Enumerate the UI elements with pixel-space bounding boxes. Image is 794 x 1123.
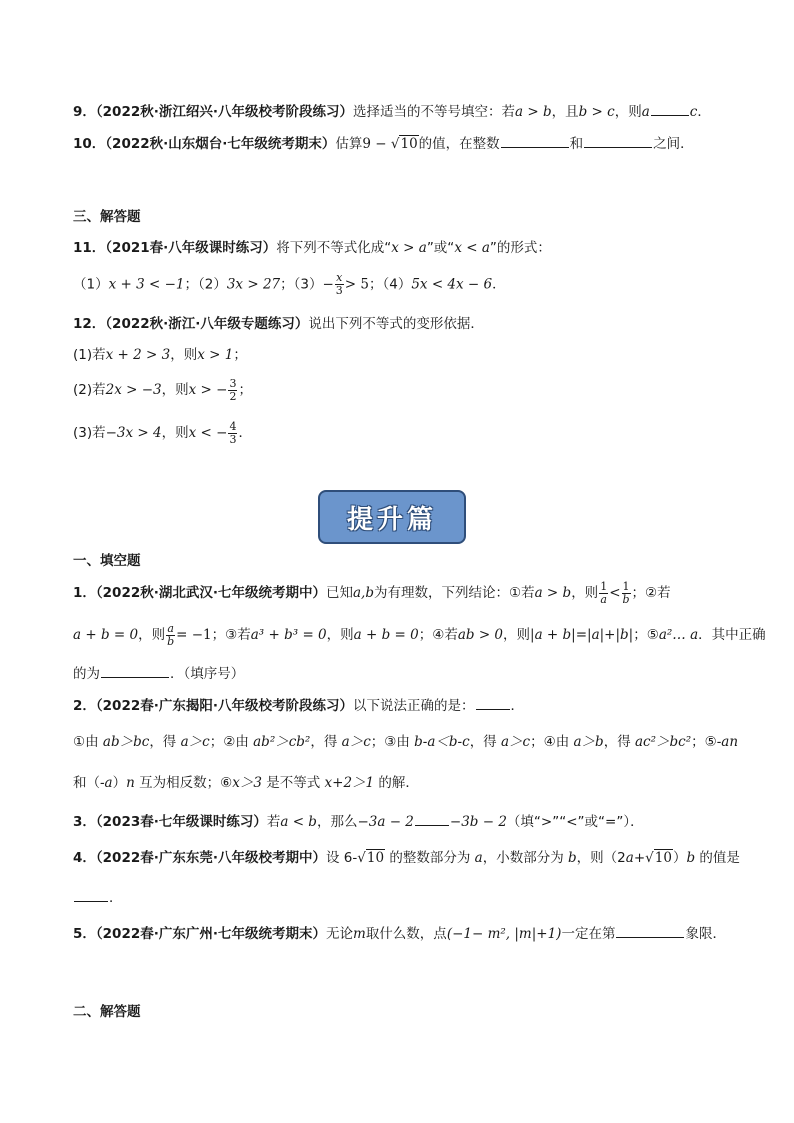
math-expr: b > c xyxy=(578,104,615,120)
question-source: （2022春·广东广州·七年级统考期末） xyxy=(95,926,326,942)
question-text: ，则 xyxy=(503,627,531,643)
numerator: 3 xyxy=(229,376,237,390)
question-number: 1． xyxy=(73,585,96,601)
fraction xyxy=(228,378,237,403)
question-12-item-2 xyxy=(73,377,734,403)
question-text: ） xyxy=(112,775,127,791)
math-var: a xyxy=(641,104,650,120)
math-expr: x > a xyxy=(391,240,427,256)
question-text: 设 6- xyxy=(326,850,358,866)
math-expr: x > − xyxy=(188,382,228,398)
question-11 xyxy=(73,238,734,258)
section-banner: 提升篇 xyxy=(318,490,466,544)
question-text: ；④若 xyxy=(418,627,458,643)
problem-2-line-3 xyxy=(73,773,734,793)
problem-1 xyxy=(73,580,734,606)
punctuation: ； xyxy=(233,347,247,363)
math-expr: a,b xyxy=(353,585,374,601)
question-number: 4． xyxy=(73,850,96,866)
numerator: a xyxy=(167,621,174,635)
math-expr: a²… a xyxy=(658,627,699,643)
question-number: 5． xyxy=(73,926,96,942)
problem-4 xyxy=(73,848,740,868)
item-label: （4） xyxy=(382,276,412,293)
math-expr: −3a − 2 xyxy=(357,814,414,830)
question-text: 已知 xyxy=(326,585,353,601)
question-text: 的值是 xyxy=(695,850,740,866)
question-text: ，则 xyxy=(170,347,198,363)
fraction xyxy=(228,421,237,446)
question-9 xyxy=(73,101,734,122)
item-label: （2） xyxy=(198,276,227,293)
question-source: （2022秋·浙江·八年级专题练习） xyxy=(105,316,309,332)
punctuation: ． xyxy=(492,276,506,293)
question-text: ，则（2 xyxy=(576,850,626,866)
item-label: （1） xyxy=(73,276,109,293)
numerator: x xyxy=(336,271,343,284)
math-expr: n xyxy=(126,775,135,791)
math-expr: a + b = 0 xyxy=(73,627,139,643)
math-expr: x < a xyxy=(454,240,490,256)
math-expr: a > b xyxy=(534,585,572,601)
answer-blank[interactable] xyxy=(651,101,689,116)
math-expr: −3x > 4 xyxy=(105,425,162,441)
denominator: a xyxy=(600,592,607,606)
answer-blank[interactable] xyxy=(74,887,108,902)
problem-2-line-2 xyxy=(73,732,739,752)
question-number: 9． xyxy=(73,104,96,120)
question-text: 估算 xyxy=(335,136,363,152)
answer-blank[interactable] xyxy=(584,133,652,148)
question-text: 一定在第 xyxy=(561,926,616,942)
question-text: ”的形式： xyxy=(489,240,551,256)
item-label: (2)若 xyxy=(73,382,106,398)
question-number: 2． xyxy=(73,698,96,714)
math-expr: x < − xyxy=(188,425,228,441)
punctuation: ； xyxy=(238,382,252,398)
question-text: 象限． xyxy=(685,926,726,942)
question-text: 的为 xyxy=(73,666,100,682)
question-text: ；③若 xyxy=(211,627,251,643)
question-source: （2022春·广东东莞·八年级校考期中） xyxy=(95,850,326,866)
question-text: + xyxy=(633,850,646,866)
question-text: 取什么数，点 xyxy=(365,926,447,942)
radicand: 10 xyxy=(654,850,672,866)
punctuation: ； xyxy=(184,276,198,293)
math-expr: b-a＜b-c xyxy=(414,734,470,750)
math-expr: ab＞bc xyxy=(102,734,150,750)
punctuation: ． xyxy=(109,890,123,906)
problem-1-line-3 xyxy=(73,663,734,684)
problem-2 xyxy=(73,695,734,716)
math-expr: 9 − √ xyxy=(362,136,400,152)
question-text: 互为相反数；⑥ xyxy=(134,775,233,791)
math-expr: a³ + b³ = 0 xyxy=(250,627,327,643)
math-expr: -a xyxy=(100,775,113,791)
math-expr: ac²＞bc² xyxy=(635,734,692,750)
math-expr: 3x > 27 xyxy=(226,276,281,293)
question-source: （2023春·七年级课时练习） xyxy=(95,814,267,830)
question-source: （2022秋·浙江绍兴·八年级校考阶段练习） xyxy=(95,104,353,120)
question-text: ，得 xyxy=(603,734,635,750)
math-expr: |a + b|=|a|+|b| xyxy=(530,627,634,643)
problem-1-line-2 xyxy=(73,621,766,648)
math-expr: a＞b xyxy=(573,734,604,750)
math-expr: x＞3 xyxy=(232,775,262,791)
question-text: ．（填序号） xyxy=(170,666,245,682)
denominator: 2 xyxy=(229,389,237,403)
math-expr: a + b = 0 xyxy=(353,627,419,643)
math-expr: = −1 xyxy=(176,627,212,643)
question-text: ，则 xyxy=(138,627,166,643)
sqrt-sign: √ xyxy=(357,850,366,866)
problem-4-line-2 xyxy=(73,887,734,908)
question-12-item-3 xyxy=(73,420,734,446)
math-expr: 5x < 4x − 6 xyxy=(411,276,493,293)
denominator: b xyxy=(167,634,175,648)
question-source: （2022秋·湖北武汉·七年级统考期中） xyxy=(95,585,326,601)
math-var: a xyxy=(625,850,634,866)
punctuation: ； xyxy=(280,276,294,293)
question-text: ，则 xyxy=(161,382,189,398)
question-text: 无论 xyxy=(326,926,353,942)
math-var: b xyxy=(568,850,577,866)
question-text: ，得 xyxy=(469,734,501,750)
question-text: ”或“ xyxy=(426,240,455,256)
denominator: 3 xyxy=(229,432,237,446)
math-expr: x + 3 < −1 xyxy=(108,276,185,293)
question-text: ） xyxy=(672,850,687,866)
answer-blank[interactable] xyxy=(476,695,510,710)
numerator: 1 xyxy=(600,579,608,593)
problem-3 xyxy=(73,811,734,832)
math-expr: ab > 0 xyxy=(457,627,504,643)
item-label: (3)若 xyxy=(73,425,106,441)
fraction xyxy=(335,272,344,297)
question-text: 和（ xyxy=(73,775,100,791)
math-expr: > 5 xyxy=(344,276,369,293)
question-number: 12． xyxy=(73,316,106,332)
answer-blank[interactable] xyxy=(501,133,569,148)
radicand: 10 xyxy=(400,136,418,152)
answer-blank[interactable] xyxy=(616,923,684,938)
denominator: 3 xyxy=(335,284,343,297)
question-text: ，那么 xyxy=(316,814,358,830)
section-title: 二、解答题 xyxy=(73,1004,141,1020)
question-text: 是不等式 xyxy=(261,775,325,791)
question-source: （2022秋·山东烟台·七年级统考期末） xyxy=(105,136,336,152)
question-text: ；④由 xyxy=(530,734,574,750)
question-text: 和 xyxy=(569,136,584,152)
answer-blank[interactable] xyxy=(101,663,169,678)
answer-blank[interactable] xyxy=(415,811,449,826)
math-expr: a＞c xyxy=(180,734,210,750)
math-expr: −3b − 2 xyxy=(449,814,507,830)
question-text: ；⑤ xyxy=(633,627,659,643)
question-text: 的整数部分为 xyxy=(385,850,475,866)
question-text: ，得 xyxy=(149,734,181,750)
math-expr: x + 2 > 3 xyxy=(105,347,171,363)
fraction xyxy=(622,581,631,606)
question-11-items xyxy=(73,272,734,297)
question-text: ，且 xyxy=(551,104,579,120)
question-text: ，则 xyxy=(571,585,599,601)
math-expr: a < b xyxy=(280,814,317,830)
math-var: a xyxy=(474,850,483,866)
section-title: 一、填空题 xyxy=(73,553,141,569)
question-text: 将下列不等式化成“ xyxy=(276,240,392,256)
question-text: ，则 xyxy=(161,425,189,441)
punctuation: ． xyxy=(238,425,252,441)
denominator: b xyxy=(622,592,630,606)
sqrt-sign: √ xyxy=(645,850,654,866)
question-text: ①由 xyxy=(73,734,103,750)
math-var: c xyxy=(689,104,698,120)
question-text: 以下说法正确的是： xyxy=(353,698,475,714)
question-source: （2022春·广东揭阳·八年级校考阶段练习） xyxy=(95,698,353,714)
problem-5 xyxy=(73,923,734,944)
question-text: ；②由 xyxy=(209,734,254,750)
question-source: （2021春·八年级课时练习） xyxy=(105,240,277,256)
question-10 xyxy=(73,133,734,154)
math-expr: -an xyxy=(716,734,739,750)
question-text: ，得 xyxy=(310,734,342,750)
punctuation: ． xyxy=(697,104,711,120)
question-12 xyxy=(73,314,734,334)
question-text: ；③由 xyxy=(370,734,415,750)
fraction xyxy=(166,623,175,648)
math-var: m xyxy=(353,926,366,942)
section-title: 三、解答题 xyxy=(73,209,141,225)
question-text: 之间． xyxy=(653,136,694,152)
item-label: （3） xyxy=(293,276,323,293)
question-text: ，则 xyxy=(614,104,642,120)
question-number: 11． xyxy=(73,240,106,256)
question-text: 若 xyxy=(266,814,281,830)
math-expr: 2x > −3 xyxy=(105,382,162,398)
math-expr: x > 1 xyxy=(197,347,234,363)
question-text: ，则 xyxy=(326,627,354,643)
question-number: 3． xyxy=(73,814,96,830)
question-12-item-1 xyxy=(73,345,734,365)
question-text: 的值，在整数 xyxy=(418,136,500,152)
math-expr: < xyxy=(609,585,621,601)
question-text: 为有理数，下列结论：①若 xyxy=(373,585,535,601)
math-expr: ab²＞cb² xyxy=(253,734,311,750)
punctuation: ； xyxy=(368,276,383,293)
math-expr: a＞c xyxy=(341,734,371,750)
question-text: ；②若 xyxy=(631,585,671,601)
math-expr: a > b xyxy=(515,104,552,120)
math-expr: − xyxy=(322,276,334,293)
question-number: 10． xyxy=(73,136,106,152)
fraction xyxy=(599,581,608,606)
question-text: ．其中正确 xyxy=(698,627,766,643)
question-text: ；⑤ xyxy=(691,734,717,750)
item-label: (1)若 xyxy=(73,347,106,363)
question-text: ，小数部分为 xyxy=(482,850,569,866)
punctuation: ． xyxy=(510,698,524,714)
question-text: （填“>”“<”或“=”）． xyxy=(506,814,644,830)
numerator: 1 xyxy=(622,579,630,593)
numerator: 4 xyxy=(229,419,237,433)
math-expr: a＞c xyxy=(500,734,531,750)
question-text: 的解． xyxy=(374,775,419,791)
question-text: 选择适当的不等号填空：若 xyxy=(353,104,515,120)
math-expr: (−1− m², |m|+1) xyxy=(446,926,562,942)
math-expr: x+2＞1 xyxy=(324,775,375,791)
math-var: b xyxy=(686,850,696,866)
radicand: 10 xyxy=(366,850,385,866)
question-text: 说出下列不等式的变形依据． xyxy=(308,316,484,332)
